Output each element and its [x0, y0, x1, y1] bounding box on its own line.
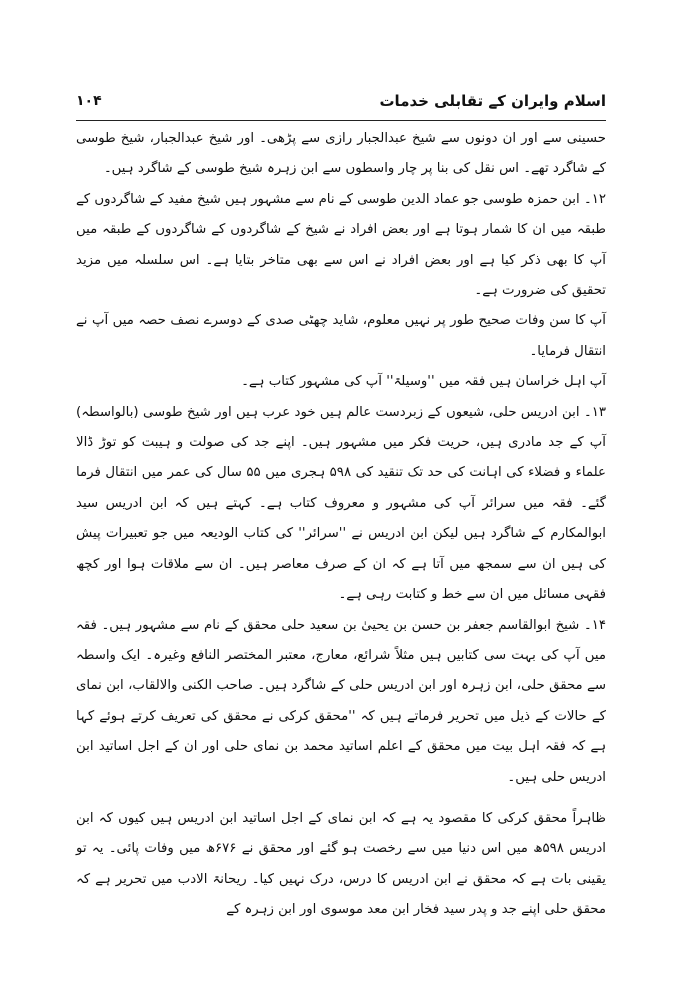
page-number: ۱۰۴ [76, 93, 102, 109]
paragraph: آپ اہل خراسان ہیں فقہ میں ''وسیلۃ'' آپ کی مشہور کتاب ہے۔ [241, 374, 606, 390]
paragraph: ۱۴۔ شیخ ابوالقاسم جعفر بن حسن بن یحییٰ بن سعید حلی محقق کے نام سے مشہور ہیں۔ فقہ میں آپ کی بہت سی کتابیں ہیں مثلاً شرائع، معارج، معتبر المختصر النافع وغیرہ۔ ایک واسطہ سے محقق حلی، ابن زہرہ اور ابن ادریس حلی کے شاگرد ہیں۔ صاحب الکنی والالقاب، ابن نمای کے حالات کے ذیل میں تحریر فرماتے ہیں کہ ''محقق کرکی نے محقق کی تعریف کرتے ہوئے کہا ہے کہ فقہ اہل بیت میں محقق کے اعلم اساتید محمد بن نمای حلی اور ان کے اجل اساتید ابن ادریس حلی ہیں۔ [76, 617, 606, 785]
paragraph: ظاہراً محقق کرکی کا مقصود یہ ہے کہ ابن نمای کے اجل اساتید ابن ادریس ہیں کیوں کہ ابن ادریس ۵۹۸ھ میں اس دنیا میں سے رخصت ہو گئے اور محقق نے ۶۷۶ھ میں وفات پائی۔ یہ تو یقینی بات ہے کہ محقق نے ابن ادریس کا درس، درک نہیں کیا۔ ریحانۃ الادب میں تحریر ہے کہ محقق حلی اپنے جد و پدر سید فخار ابن معد موسوی اور ابن زہرہ کے [76, 810, 606, 918]
paragraph: آپ کا سن وفات صحیح طور پر نہیں معلوم، شاید چھٹی صدی کے دوسرے نصف حصہ میں آپ نے انتقال فرمایا۔ [76, 313, 606, 359]
header-divider [76, 120, 606, 121]
body-text [76, 124, 606, 926]
page-header [76, 90, 606, 118]
running-title: اسلام وایران کے تقابلی خدمات [379, 92, 606, 110]
paragraph: ۱۳۔ ابن ادریس حلی، شیعوں کے زبردست عالم ہیں خود عرب ہیں اور شیخ طوسی (بالواسطہ) آپ کے جد مادری ہیں، حریت فکر میں مشہور ہیں۔ اپنے جد کی صولت و ہیبت کو توڑ ڈالا علماء و فضلاء کی اہانت کی حد تک تنقید کی ۵۹۸ ہجری میں ۵۵ سال کی عمر میں انتقال فرما گئے۔ فقہ میں سرائر آپ کی مشہور و معروف کتاب ہے۔ کہتے ہیں کہ ابن ادریس سید ابوالمکارم کے شاگرد ہیں لیکن ابن ادریس نے ''سرائر'' کی کتاب الودیعہ میں جو تعبیرات پیش کی ہیں ان سے سمجھ میں آتا ہے کہ ان کے صرف معاصر ہیں۔ ان سے ملاقات ہوا اور کچھ فقہی مسائل میں ان سے خط و کتابت رہی ہے۔ [76, 404, 607, 603]
paragraph: ۱۲۔ ابن حمزہ طوسی جو عماد الدین طوسی کے نام سے مشہور ہیں شیخ مفید کے شاگردوں کے طبقہ میں ان کا شمار ہوتا ہے اور بعض افراد نے شیخ کے شاگردوں کے شاگردوں کے طبقہ میں آپ کا بھی ذکر کیا ہے اور بعض افراد نے اس سے بھی متاخر بتایا ہے۔ اس سلسلہ میں مزید تحقیق کی ضرورت ہے۔ [76, 191, 606, 299]
paragraph: حسینی سے اور ان دونوں سے شیخ عبدالجبار رازی سے پڑھی۔ اور شیخ عبدالجبار، شیخ طوسی کے شاگرد تھے۔ اس نقل کی بنا پر چار واسطوں سے ابن زہرہ شیخ طوسی کے شاگرد ہیں۔ [76, 131, 606, 177]
